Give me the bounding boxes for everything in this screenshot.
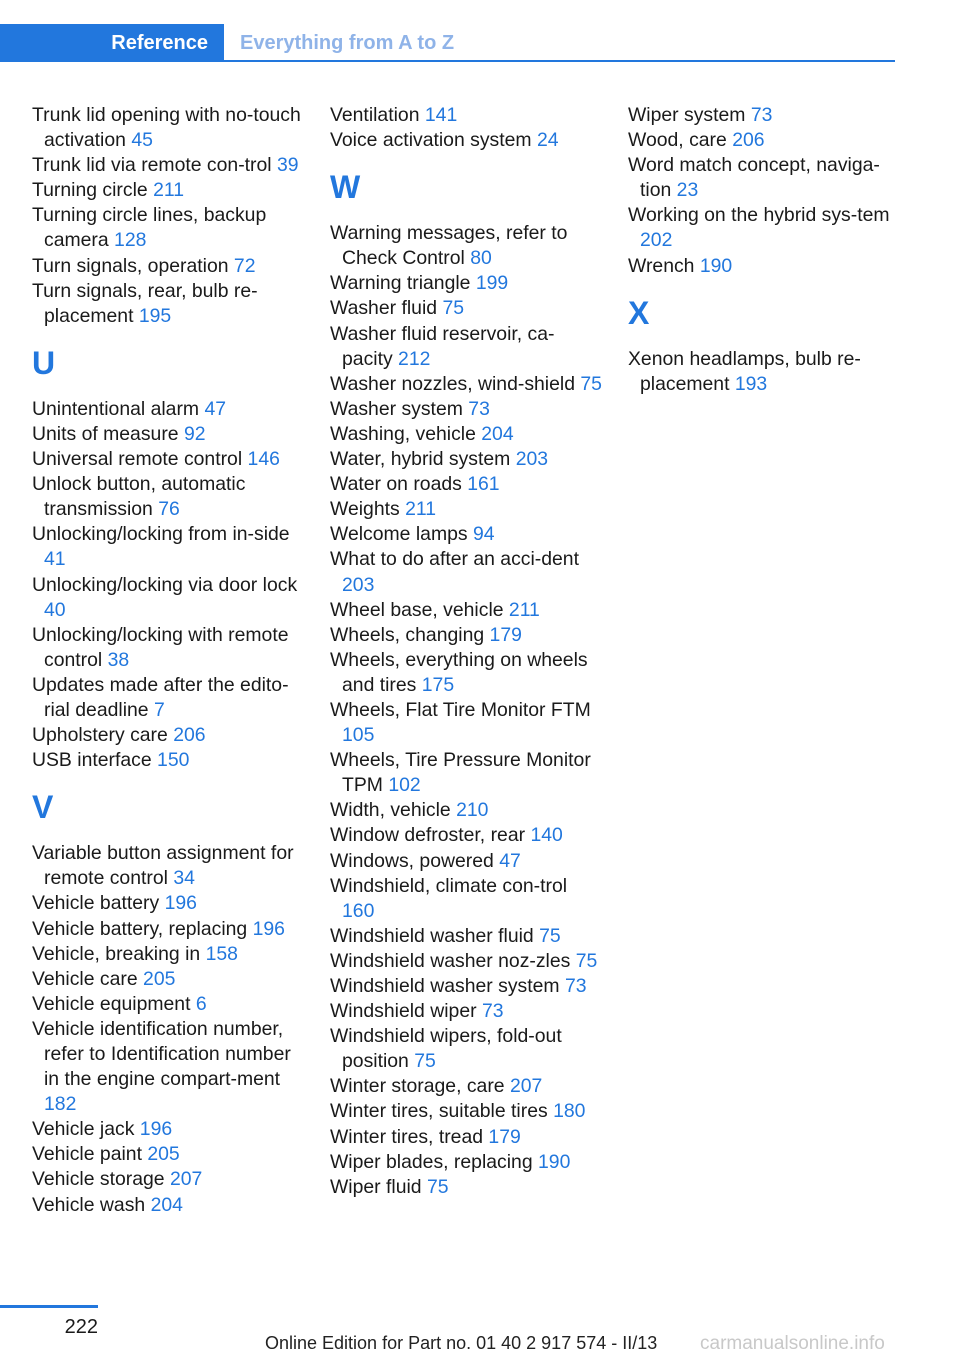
index-page-link[interactable]: 23 [676, 179, 699, 202]
index-entry-text: Turning circle [32, 179, 154, 202]
index-entry [32, 103, 304, 153]
index-page-link[interactable]: 205 [143, 967, 176, 990]
index-column-3 [628, 103, 900, 397]
index-page-link[interactable]: 207 [509, 1075, 543, 1098]
index-page-link[interactable]: 73 [481, 1000, 504, 1023]
index-entry [330, 397, 602, 422]
index-entry-text: Window defroster, rear [330, 824, 531, 847]
index-entry-text: Windshield wiper [330, 1000, 482, 1023]
index-page-link[interactable]: 179 [489, 623, 522, 646]
header-rule [0, 60, 895, 62]
index-entry [330, 322, 602, 372]
page-number: 222 [64, 1316, 98, 1338]
index-entry [330, 999, 602, 1024]
index-page-link[interactable]: 211 [508, 598, 540, 621]
index-entry-text: Washer nozzles, wind-shield [330, 372, 581, 395]
index-entry-text: Unlocking/locking via door lock [32, 573, 298, 596]
index-entry [32, 942, 304, 967]
index-page-link[interactable]: 75 [580, 372, 602, 395]
index-page-link[interactable]: 45 [131, 129, 153, 152]
index-page-link[interactable]: 92 [183, 422, 206, 445]
index-page-link[interactable]: 73 [468, 397, 490, 420]
index-entry [330, 849, 602, 874]
index-page-link[interactable]: 210 [456, 799, 489, 822]
index-entry [32, 1117, 304, 1142]
index-entry [32, 623, 304, 673]
index-page-link[interactable]: 199 [475, 272, 509, 295]
index-entry [32, 153, 304, 178]
index-entry [330, 1024, 602, 1074]
index-entry [330, 547, 602, 597]
section-tab-reference[interactable]: Reference [0, 24, 224, 62]
index-entry-text: Wrench [628, 254, 700, 277]
index-entry [32, 967, 304, 992]
index-entry-text: Vehicle, breaking in [32, 942, 206, 965]
index-entry [32, 1193, 304, 1218]
index-entry-text: Xenon headlamps, bulb re-placement [628, 347, 861, 395]
index-entry [330, 128, 602, 153]
index-page-link[interactable]: 73 [750, 104, 773, 126]
index-entry-text: Variable button assignment for remote control [32, 842, 294, 890]
index-entry [628, 128, 900, 153]
index-page-link[interactable]: 140 [530, 824, 563, 847]
index-entry-text: Wiper system [628, 104, 751, 126]
index-entry-text: Vehicle care [32, 967, 144, 990]
page-header [0, 24, 895, 62]
footer-rule [0, 1305, 98, 1308]
index-entry [32, 422, 304, 447]
index-entry [330, 924, 602, 949]
index-entry-text: Wheels, changing [330, 623, 490, 646]
index-page-link[interactable]: 41 [44, 548, 66, 571]
index-entry [330, 271, 602, 296]
index-page-link[interactable]: 206 [732, 129, 765, 152]
index-entry-text: Units of measure [32, 422, 184, 445]
index-entry [32, 447, 304, 472]
index-page-link[interactable]: 102 [388, 774, 421, 797]
index-page-link[interactable]: 196 [164, 892, 197, 915]
index-entry [32, 723, 304, 748]
index-entry-text: Unlocking/locking from in-side [32, 523, 290, 546]
index-entry-text: Vehicle equipment [32, 992, 196, 1015]
index-page-link[interactable]: 47 [204, 397, 227, 420]
index-entry-text: Water, hybrid system [330, 448, 516, 471]
index-entry [32, 1142, 304, 1167]
index-entry [330, 974, 602, 999]
index-entry [330, 221, 602, 271]
index-entry-text: Turning circle lines, backup camera [32, 204, 267, 252]
index-page-link[interactable]: 146 [247, 448, 280, 471]
index-page-link[interactable]: 196 [139, 1118, 173, 1141]
index-entry [32, 573, 304, 623]
index-page-link[interactable]: 207 [169, 1168, 203, 1191]
index-page-link[interactable]: 205 [147, 1143, 180, 1166]
index-entry [330, 623, 602, 648]
index-page-link[interactable]: 7 [153, 698, 165, 721]
index-page-link[interactable]: 76 [158, 498, 180, 521]
index-entry-text: Unlocking/locking with remote control [32, 623, 289, 671]
index-entry [330, 1099, 602, 1124]
index-entry-text: Vehicle identification number, refer to Identification number in the engine compart-ment [32, 1017, 291, 1091]
index-letter-heading: W [330, 169, 361, 206]
index-entry-text: Wiper fluid [330, 1175, 427, 1198]
index-page-link[interactable]: 160 [342, 899, 375, 922]
index-page-link[interactable]: 39 [276, 154, 299, 177]
index-entry [32, 891, 304, 916]
index-column-1 [32, 103, 304, 1218]
index-page-link[interactable]: 128 [114, 229, 147, 252]
index-entry [330, 296, 602, 321]
index-entry-text: Wheels, Tire Pressure Monitor TPM [330, 749, 591, 797]
index-entry [32, 841, 304, 891]
index-page-link[interactable]: 6 [195, 992, 207, 1015]
index-entry-text: Windshield washer system [330, 975, 565, 997]
index-entry-text: Windshield washer fluid [330, 924, 540, 947]
index-entry [330, 748, 602, 798]
index-entry [330, 949, 602, 974]
index-page-link[interactable]: 180 [553, 1100, 586, 1123]
index-entry [330, 497, 602, 522]
index-page-link[interactable]: 204 [481, 422, 514, 445]
index-entry [32, 178, 304, 203]
index-entry-text: Warning messages, refer to Check Control [330, 222, 568, 270]
index-page-link[interactable]: 211 [153, 179, 184, 202]
index-entry [628, 254, 900, 279]
index-entry-text: Wheels, Flat Tire Monitor FTM [330, 698, 591, 721]
index-entry-text: Working on the hybrid sys-tem [628, 204, 890, 227]
index-page-link[interactable]: 47 [499, 849, 521, 872]
index-entry-text: Trunk lid opening with no-touch activation [32, 104, 301, 152]
index-entry-text: Width, vehicle [330, 799, 457, 822]
index-entry [32, 917, 304, 942]
index-entry [32, 1017, 304, 1117]
index-entry [330, 1150, 602, 1175]
index-entry [330, 823, 602, 848]
index-entry [32, 397, 304, 422]
index-page-link[interactable]: 212 [398, 347, 431, 370]
index-entry-text: Universal remote control [32, 448, 248, 471]
index-page-link[interactable]: 190 [538, 1150, 571, 1173]
index-entry-text: Unlock button, automatic transmission [32, 473, 246, 521]
index-entry [330, 1074, 602, 1099]
index-page-link[interactable]: 73 [564, 975, 587, 997]
index-page-link[interactable]: 72 [233, 254, 256, 277]
index-entry-text: Turn signals, rear, bulb re-placement [32, 279, 258, 327]
index-entry-text: Vehicle wash [32, 1193, 151, 1216]
index-entry-text: Washer system [330, 397, 469, 420]
index-entry [32, 673, 304, 723]
index-entry-text: Weights [330, 498, 406, 521]
index-entry-text: Wood, care [628, 129, 733, 152]
index-page-link[interactable]: 75 [442, 297, 465, 320]
index-entry [330, 103, 602, 128]
index-entry-text: Windshield, climate con-trol [330, 874, 568, 897]
index-entry [32, 992, 304, 1017]
index-entry [628, 103, 900, 128]
index-entry-text: Vehicle jack [32, 1118, 140, 1141]
index-entry-text: Vehicle storage [32, 1168, 170, 1191]
index-page-link[interactable]: 193 [734, 372, 768, 395]
index-letter-heading: V [32, 789, 54, 826]
index-page-link[interactable]: 75 [414, 1050, 436, 1073]
index-entry-text: Windows, powered [330, 849, 500, 872]
index-entry [32, 254, 304, 279]
index-page-link[interactable]: 211 [405, 498, 437, 521]
index-entry [32, 472, 304, 522]
index-entry [330, 648, 602, 698]
index-entry-text: Vehicle paint [32, 1143, 148, 1166]
index-page-link[interactable]: 24 [536, 129, 559, 152]
index-page-link[interactable]: 80 [470, 247, 492, 270]
index-entry-text: Ventilation [330, 104, 425, 126]
index-entry-text: Wheels, everything on wheels and tires [330, 648, 588, 696]
index-entry [32, 279, 304, 329]
index-entry [330, 798, 602, 823]
section-tab-everything-a-z[interactable]: Everything from A to Z [240, 32, 455, 54]
index-entry [330, 522, 602, 547]
index-entry [330, 698, 602, 748]
index-entry-text: Washer fluid reservoir, ca-pacity [330, 322, 555, 370]
index-entry-text: Wiper blades, replacing [330, 1150, 539, 1173]
index-page-link[interactable]: 195 [138, 304, 172, 327]
index-page-link[interactable]: 179 [488, 1125, 521, 1148]
index-entry-text: Updates made after the edito-rial deadline [32, 673, 289, 721]
index-entry-text: Vehicle battery [32, 892, 165, 915]
index-entry-text: Windshield wipers, fold-out position [330, 1025, 562, 1073]
index-entry [330, 598, 602, 623]
index-page-link[interactable]: 75 [575, 949, 598, 972]
index-page-link[interactable]: 94 [472, 523, 495, 546]
index-page-link[interactable]: 190 [699, 254, 733, 277]
index-page-link[interactable]: 175 [421, 673, 455, 696]
index-entry-text: Winter storage, care [330, 1075, 510, 1098]
index-page-link[interactable]: 161 [467, 473, 500, 496]
index-letter-heading: X [628, 294, 650, 331]
index-page-link[interactable]: 182 [44, 1093, 77, 1116]
index-entry [32, 522, 304, 572]
index-entry-text: Washer fluid [330, 297, 443, 320]
index-entry-text: Windshield washer noz-zles [330, 949, 576, 972]
index-entry-text: What to do after an acci-dent [330, 548, 579, 571]
index-column-2 [330, 103, 602, 1200]
index-entry-text: Welcome lamps [330, 523, 473, 546]
index-page-link[interactable]: 206 [173, 724, 206, 747]
index-entry [330, 372, 602, 397]
index-entry-text: Turn signals, operation [32, 254, 234, 277]
index-entry-text: Vehicle battery, replacing [32, 917, 253, 940]
index-entry-text: USB interface [32, 749, 158, 772]
index-page-link[interactable]: 34 [173, 867, 195, 890]
index-page-link[interactable]: 75 [539, 924, 561, 947]
index-page-link[interactable]: 202 [640, 229, 673, 252]
index-entry-text: Word match concept, naviga-tion [628, 154, 880, 202]
edition-note: Online Edition for Part no. 01 40 2 917 574 - II/13 [265, 1333, 658, 1353]
index-entry-text: Winter tires, tread [330, 1125, 489, 1148]
index-entry-text: Wheel base, vehicle [330, 598, 509, 621]
index-entry-text: Upholstery care [32, 724, 174, 747]
index-entry [32, 203, 304, 253]
index-letter-heading: U [32, 344, 56, 381]
index-entry [330, 422, 602, 447]
index-entry [330, 447, 602, 472]
index-entry [32, 1167, 304, 1192]
index-entry [330, 1125, 602, 1150]
index-entry [32, 748, 304, 773]
index-page-link[interactable]: 40 [44, 598, 66, 621]
index-page-link[interactable]: 141 [424, 104, 458, 126]
index-page-link[interactable]: 203 [515, 448, 549, 471]
index-page-link[interactable]: 204 [150, 1193, 183, 1216]
index-entry [628, 347, 900, 397]
index-entry-text: Voice activation system [330, 129, 537, 152]
index-entry-text: Washing, vehicle [330, 422, 482, 445]
index-entry [330, 1175, 602, 1200]
index-page-link[interactable]: 75 [426, 1175, 449, 1198]
index-page-link[interactable]: 105 [342, 724, 375, 747]
index-page-link[interactable]: 38 [107, 648, 130, 671]
index-entry-text: Trunk lid via remote con-trol [32, 154, 277, 177]
index-page-link[interactable]: 158 [205, 942, 238, 965]
index-page-link[interactable]: 203 [342, 573, 375, 596]
index-entry [628, 203, 900, 253]
index-page-link[interactable]: 196 [252, 917, 285, 940]
index-entry-text: Winter tires, suitable tires [330, 1100, 554, 1123]
index-entry-text: Water on roads [330, 473, 468, 496]
watermark: carmanualsonline.info [700, 1333, 885, 1354]
index-entry [330, 472, 602, 497]
index-entry-text: Warning triangle [330, 272, 476, 295]
index-entry [330, 874, 602, 924]
index-page-link[interactable]: 150 [157, 749, 190, 772]
index-entry-text: Unintentional alarm [32, 397, 205, 420]
index-entry [628, 153, 900, 203]
